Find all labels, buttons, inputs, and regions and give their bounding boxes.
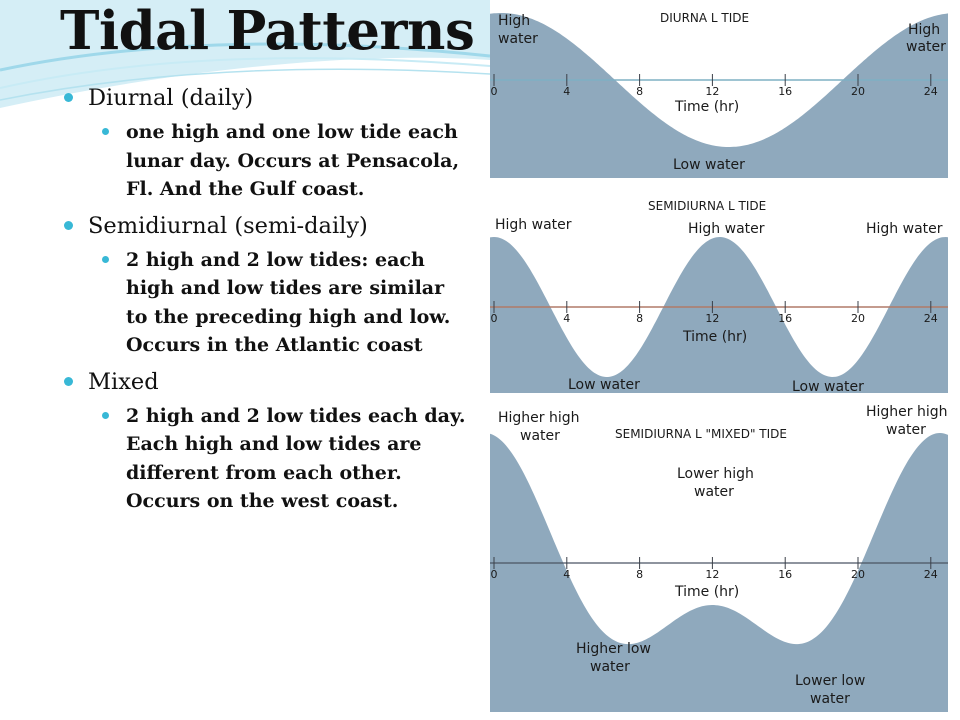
x-axis-label: Time (hr) [675, 584, 740, 600]
high-water-label: High [498, 13, 531, 29]
diagram-title: DIURNA L TIDE [660, 11, 750, 25]
sub-bullet-mixed [100, 402, 472, 516]
higher-high-water-label: Higher high [498, 410, 580, 426]
high-water-label: High [908, 22, 941, 38]
tick-label: 0 [490, 312, 498, 325]
bullet-list [62, 76, 472, 520]
bullet-dot-icon [102, 128, 109, 135]
lower-high-water-label: Lower high [677, 466, 754, 482]
tick-label: 0 [490, 85, 498, 98]
bullet-heading: Semidiurnal (semi-daily) [88, 212, 368, 239]
tick-label: 4 [563, 312, 571, 325]
tick-label: 16 [778, 312, 793, 325]
tick-label: 8 [636, 312, 644, 325]
diagram-title: SEMIDIURNA L "MIXED" TIDE [615, 427, 787, 441]
semidiurnal-tide-diagram [490, 195, 948, 393]
tick-label: 24 [923, 85, 938, 98]
mixed-tide-diagram [490, 400, 948, 712]
higher-high-water-label: water [886, 422, 926, 438]
lower-low-water-label: Lower low [795, 673, 866, 689]
low-water-label: Low water [568, 377, 640, 393]
bullet-dot-icon [64, 377, 73, 386]
tick-label: 24 [923, 312, 938, 325]
bullet-dot-icon [64, 93, 73, 102]
higher-low-water-label: Higher low [576, 641, 651, 657]
lower-low-water-label: water [810, 691, 850, 707]
high-water-label: High water [688, 221, 765, 237]
bullet-diurnal [62, 84, 472, 112]
tick-label: 16 [778, 568, 793, 581]
tick-label: 8 [636, 568, 644, 581]
x-axis-label: Time (hr) [683, 329, 748, 345]
tick-label: 0 [490, 568, 498, 581]
high-water-label: High water [495, 217, 572, 233]
bullet-detail: 2 high and 2 low tides each day. Each high and low tides are different from each other. Occurs on the west coast. [126, 404, 466, 512]
tick-label: 12 [705, 568, 720, 581]
tick-label: 4 [563, 568, 571, 581]
tick-label: 16 [778, 85, 793, 98]
bullet-dot-icon [64, 221, 73, 230]
tick-label: 20 [851, 85, 865, 98]
low-water-label: Low water [673, 157, 745, 173]
bullet-mixed [62, 368, 472, 396]
bullet-dot-icon [102, 256, 109, 263]
tick-label: 20 [851, 568, 865, 581]
tick-label: 20 [851, 312, 865, 325]
higher-high-water-label: Higher high [866, 404, 948, 420]
diurnal-tide-diagram [490, 2, 948, 178]
sub-bullet-diurnal [100, 118, 472, 204]
sub-bullet-semidiurnal [100, 246, 472, 360]
x-axis-label: Time (hr) [675, 99, 740, 115]
bullet-semidiurnal [62, 212, 472, 240]
high-water-label: High water [866, 221, 943, 237]
higher-low-water-label: water [590, 659, 630, 675]
tick-label: 8 [636, 85, 644, 98]
low-water-label: Low water [792, 379, 864, 393]
tick-label: 12 [705, 312, 720, 325]
bullet-detail: 2 high and 2 low tides: each high and low tides are similar to the preceding high and low. Occurs in the Atlantic coast [126, 248, 451, 356]
tick-label: 24 [923, 568, 938, 581]
bullet-heading: Mixed [88, 368, 159, 395]
lower-high-water-label: water [694, 484, 734, 500]
bullet-heading: Diurnal (daily) [88, 85, 254, 111]
tick-label: 4 [563, 85, 571, 98]
higher-high-water-label: water [520, 428, 560, 444]
bullet-dot-icon [102, 412, 109, 419]
tick-label: 12 [705, 85, 720, 98]
slide-title: Tidal Patterns [60, 0, 475, 62]
bullet-detail: one high and one low tide each lunar day. Occurs at Pensacola, Fl. And the Gulf coast. [126, 121, 460, 200]
high-water-label: water [498, 31, 538, 47]
diagram-title: SEMIDIURNA L TIDE [648, 199, 767, 213]
high-water-label: water [906, 39, 946, 55]
